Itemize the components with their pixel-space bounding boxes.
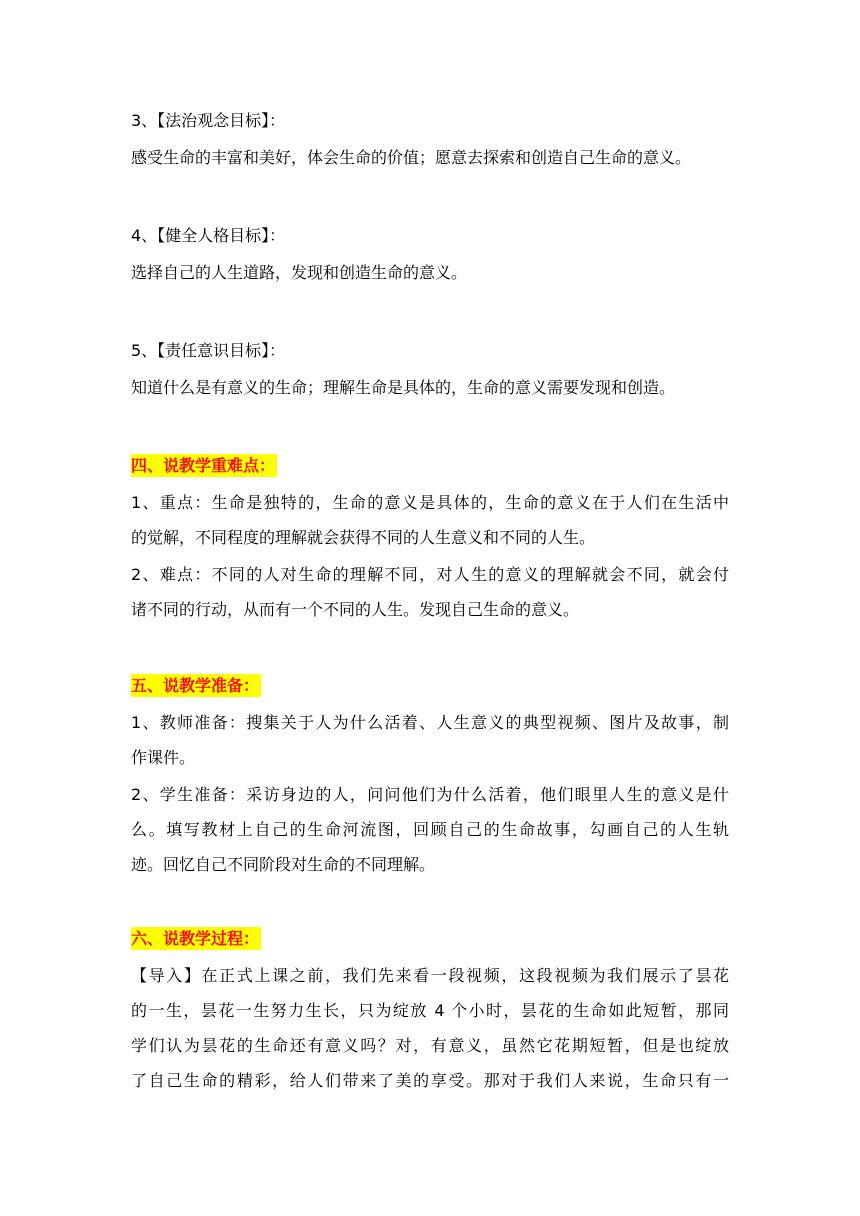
preparation-line-2: 作课件。 [131, 748, 196, 767]
preparation-line-1: 1、教师准备：搜集关于人为什么活着、人生意义的典型视频、图片及故事，制 [131, 713, 729, 732]
difficulty-heading: 四、说教学重难点： [131, 456, 276, 475]
process-line-3: 学们认为昙花的生命还有意义吗？对，有意义，虽然它花期短暂，但是也绽放 [131, 1036, 729, 1055]
goal4-title: 4、【健全人格目标】： [131, 226, 286, 245]
goal3-text: 感受生命的丰富和美好，体会生命的价值；愿意去探索和创造自己生命的意义。 [131, 148, 692, 167]
difficulty-line-1: 1、重点：生命是独特的，生命的意义是具体的，生命的意义在于人们在生活中 [131, 493, 729, 512]
difficulty-line-3: 2、难点：不同的人对生命的理解不同，对人生的意义的理解就会不同，就会付 [131, 565, 729, 584]
goal5-text: 知道什么是有意义的生命；理解生命是具体的，生命的意义需要发现和创造。 [131, 378, 676, 397]
preparation-heading-line [131, 675, 261, 697]
preparation-line-5: 迹。回忆自己不同阶段对生命的不同理解。 [131, 855, 436, 874]
goal4-text: 选择自己的人生道路，发现和创造生命的意义。 [131, 263, 468, 282]
process-line-4: 了自己生命的精彩，给人们带来了美的享受。那对于我们人来说，生命只有一 [131, 1071, 729, 1090]
difficulty-line-4: 诸不同的行动，从而有一个不同的人生。发现自己生命的意义。 [131, 600, 580, 619]
process-heading: 六、说教学过程： [131, 929, 260, 948]
preparation-line-4: 么。填写教材上自己的生命河流图，回顾自己的生命故事，勾画自己的人生轨 [131, 820, 729, 839]
difficulty-line-2: 的觉解，不同程度的理解就会获得不同的人生意义和不同的人生。 [131, 528, 596, 547]
difficulty-heading-line [131, 455, 277, 477]
preparation-heading: 五、说教学准备： [131, 676, 260, 695]
goal3-title: 3、【法治观念目标】： [131, 111, 286, 130]
process-line-1: 【导入】在正式上课之前，我们先来看一段视频，这段视频为我们展示了昙花 [131, 966, 729, 985]
preparation-line-3: 2、学生准备：采访身边的人，问问他们为什么活着，他们眼里人生的意义是什 [131, 785, 729, 804]
goal5-title: 5、【责任意识目标】： [131, 341, 286, 360]
process-heading-line [131, 928, 261, 950]
process-line-2: 的一生，昙花一生努力生长，只为绽放 4 个小时，昙花的生命如此短暂，那同 [131, 1001, 729, 1020]
